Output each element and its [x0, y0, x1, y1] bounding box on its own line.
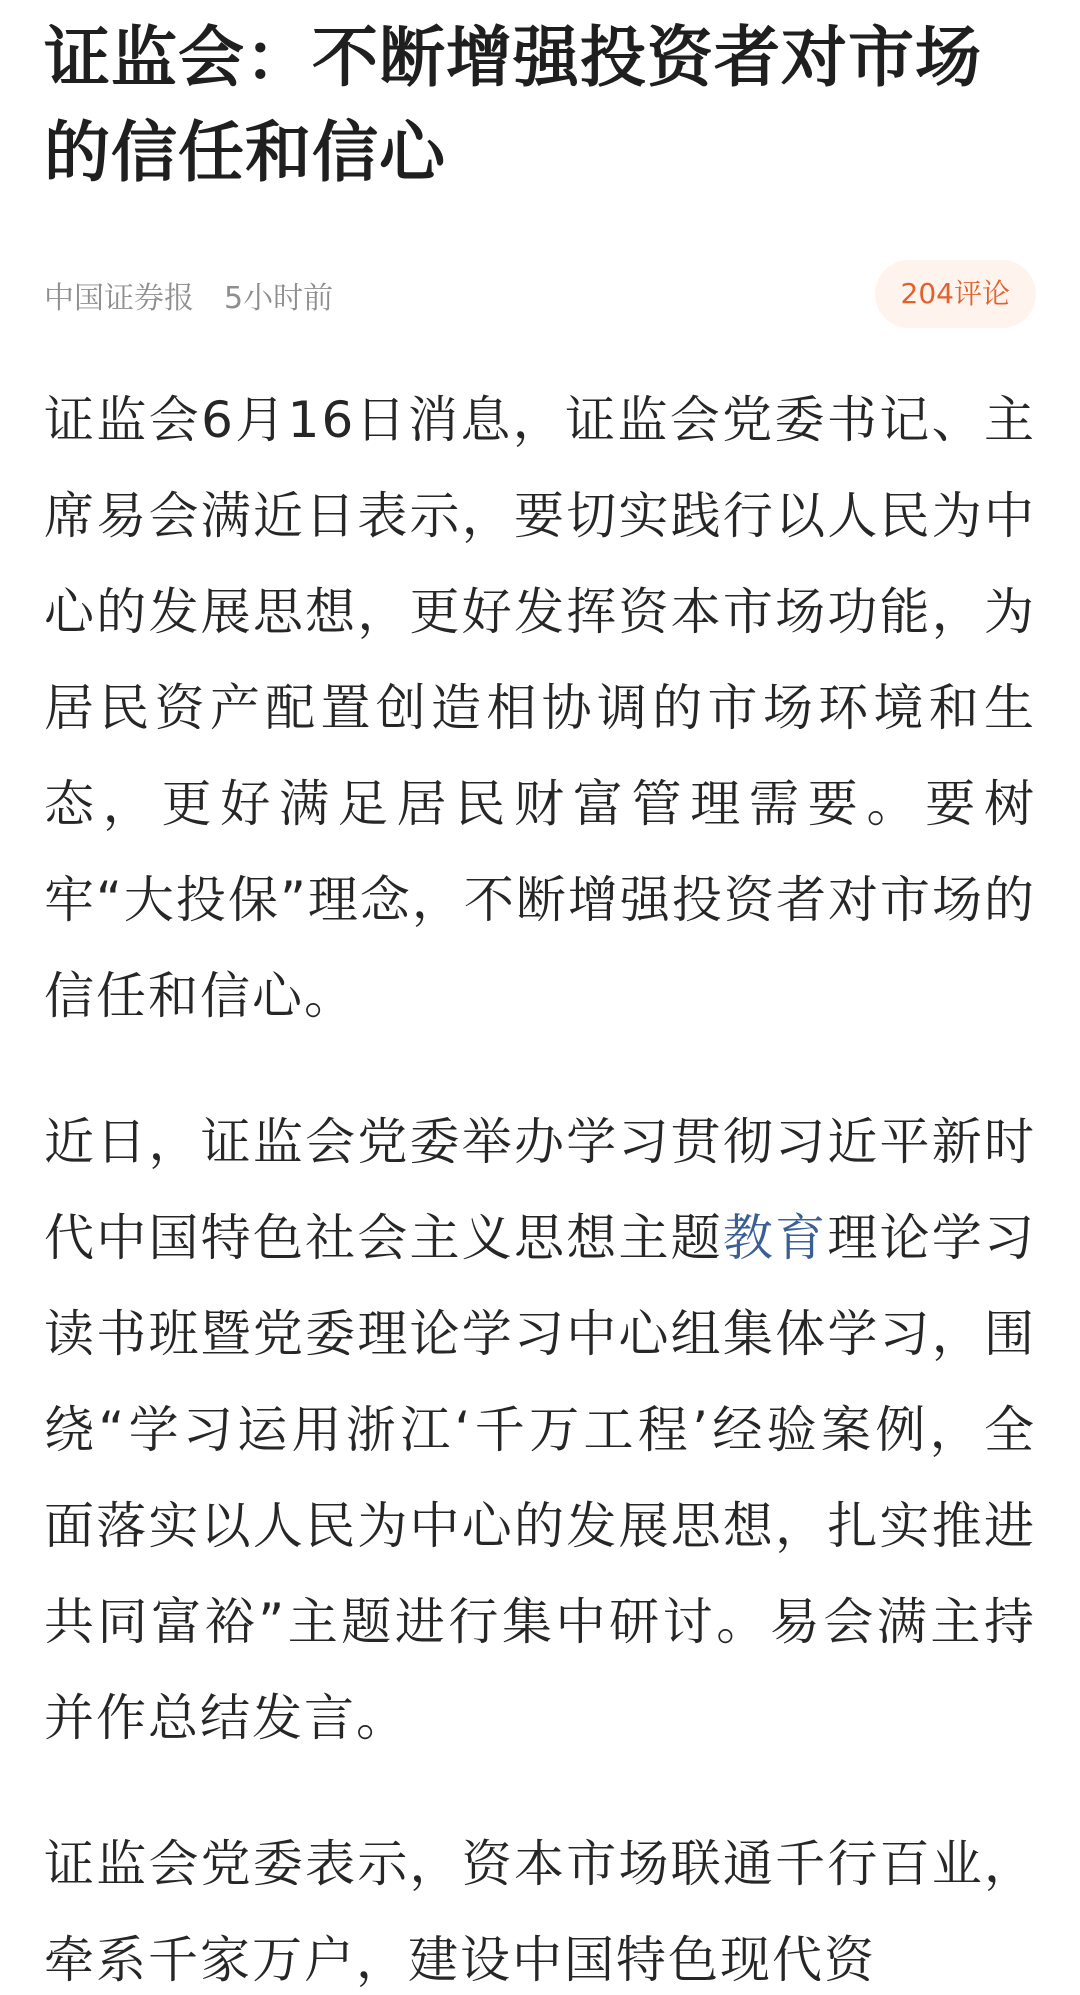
paragraph-3: 证监会党委表示，资本市场联通千行百业，牵系千家万户，建设中国特色现代资 [44, 1835, 1036, 1989]
keyword-link-education[interactable]: 教育 [722, 1209, 828, 1267]
paragraph-2-text-start: 近日，证监会党委举办学习贯彻习近平新时代中国特色社会主义思想主题 [44, 1113, 1036, 1267]
paragraph-2 [44, 1094, 1036, 1766]
paragraph-2-text-end: 理论学习读书班暨党委理论学习中心组集体学习，围绕“学习运用浙江‘千万工程’经验案例，全面落实以人民为中心的发展思想，扎实推进共同富裕”主题进行集中研讨。易会满主持并作总结发言。 [44, 1209, 1037, 1747]
article-body [44, 372, 1036, 1995]
comment-count-button[interactable]: 204评论 [875, 260, 1036, 328]
source-name[interactable]: 中国证券报 [44, 281, 194, 316]
article-meta [44, 260, 1036, 330]
publish-time: 5小时前 [224, 281, 334, 316]
paragraph-1: 证监会6月16日消息，证监会党委书记、主席易会满近日表示，要切实践行以人民为中心的发展思想，更好发挥资本市场功能，为居民资产配置创造相协调的市场环境和生态，更好满足居民财富管理需要。要树牢“大投保”理念，不断增强投资者对市场的信任和信心。 [44, 391, 1036, 1025]
article-title: 证监会：不断增强投资者对市场的信任和信心 [44, 19, 982, 191]
